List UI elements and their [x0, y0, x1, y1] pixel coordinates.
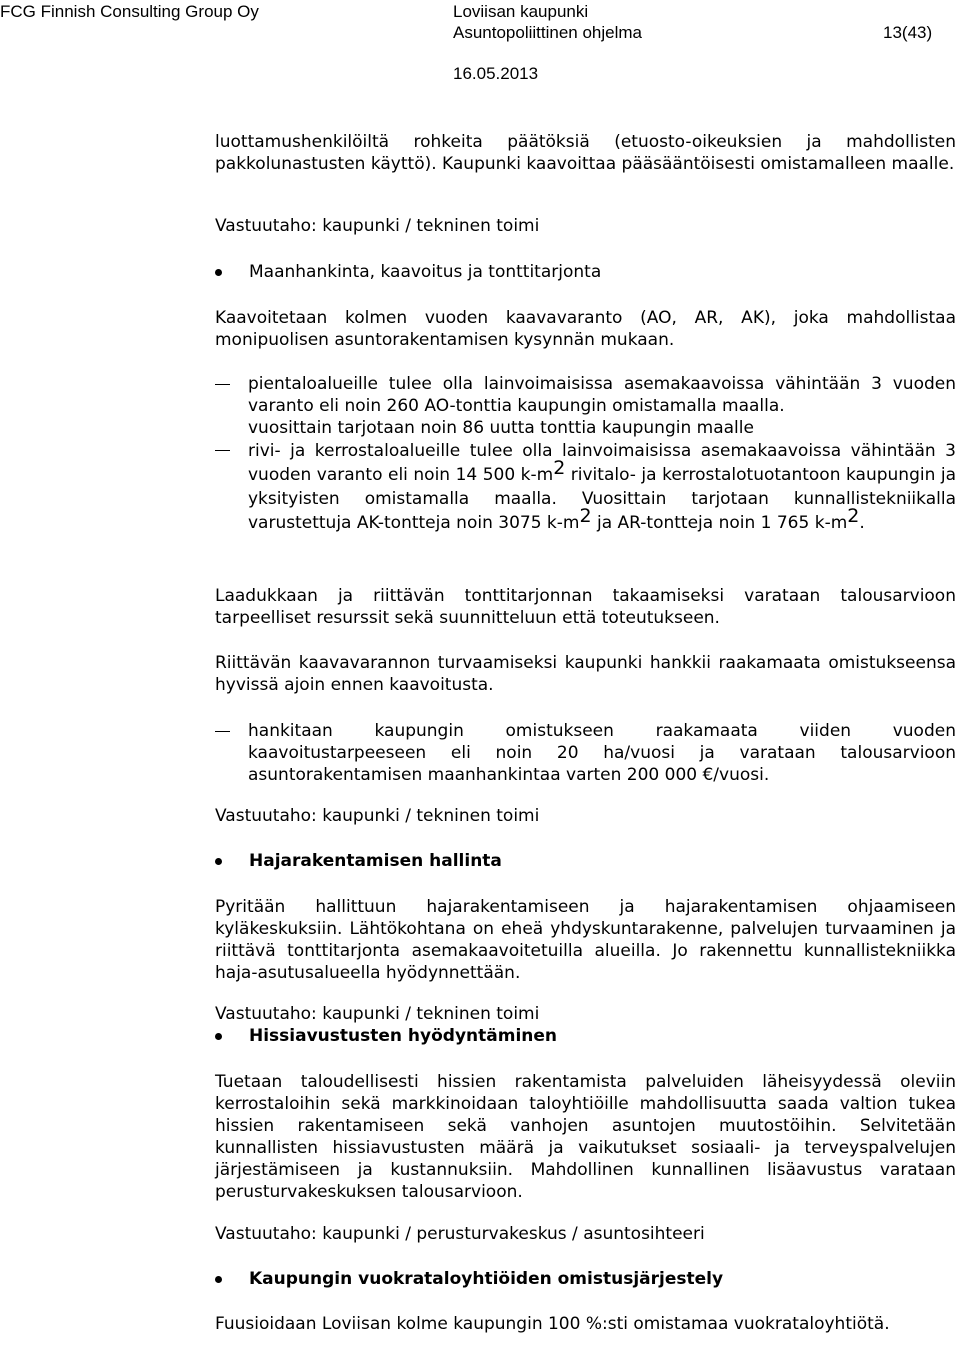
zoning-paragraph: Kaavoitetaan kolmen vuoden kaavavaranto (AO, AR, AK), joka mahdollistaa monipuolisen asuntorakentamisen kysynnän mukaan. [215, 308, 956, 350]
elevator-paragraph-block [215, 1071, 956, 1203]
bullet-heading: Kaupungin vuokrataloyhtiöiden omistusjärjestely [249, 1269, 724, 1289]
dash-item-raw-land [215, 720, 956, 786]
elevator-paragraph: Tuetaan taloudellisesti hissien rakentamista palveluiden läheisyydessä oleviin kerrostaloihin sekä markkinoidaan taloyhtiöille mahdollisuutta saada valtion tukea hissien rakentamiseen sekä vanhojen asuntojen muutostöihin. Selvitetään kunnallisten hissiavustusten määrä ja vaikutukset sosiaali- ja terveyspalvelujen järjestämiseen ja kustannuksiin. Mahdollinen kunnallinen lisäavustus varataan perusturvakeskuksen talousarvioon. [215, 1072, 956, 1202]
responsibility-text: Vastuutaho: kaupunki / tekninen toimi [215, 806, 540, 826]
zoning-paragraph-block [215, 307, 956, 351]
bullet-heading: Hajarakentamisen hallinta [249, 851, 502, 871]
dash-item-text: pientaloalueille tulee olla lainvoimaisissa asemakaavoissa vähintään 3 vuoden varanto eli noin 260 AO-tonttia kaupungin omistamalla maalla. [248, 374, 956, 416]
scattered-paragraph-block [215, 896, 956, 984]
bullet-icon [215, 1276, 222, 1283]
dash-item-subtext: vuosittain tarjotaan noin 86 uutta tonttia kaupungin maalle [248, 418, 754, 438]
bullet-icon [215, 1033, 222, 1040]
responsibility-3 [215, 1003, 956, 1025]
responsibility-text: Vastuutaho: kaupunki / perusturvakeskus / asuntosihteeri [215, 1224, 705, 1244]
responsibility-text: Vastuutaho: kaupunki / tekninen toimi [215, 1004, 540, 1024]
resources-paragraph: Laadukkaan ja riittävän tonttitarjonnan takaamiseksi varataan talousarvioon tarpeelliset resurssit sekä suunnitteluun että toteutukseen. [215, 586, 956, 628]
merger-paragraph: Fuusioidaan Loviisan kolme kaupungin 100 %:sti omistamaa vuokrataloyhtiötä. [215, 1314, 890, 1334]
intro-paragraph: luottamushenkilöiltä rohkeita päätöksiä (etuosto-oikeuksien ja mahdollisten pakkolunastusten käyttö). Kaupunki kaavoittaa pääsääntöisesti omistamalleen maalle. [215, 132, 956, 174]
raw-land-paragraph: Riittävän kaavavarannon turvaamiseksi kaupunki hankkii raakamaata omistukseensa hyvissä ajoin ennen kaavoitusta. [215, 653, 956, 695]
dash-icon [215, 731, 230, 732]
bullet-icon [215, 269, 222, 276]
dash-item-text: rivi- ja kerrostaloalueille tulee olla lainvoimaisissa asemakaavoissa vähintään 3 vuoden varanto eli noin 14 500 $k-m^2$ rivitalo- ja kerrostalotuotantoon kaupungin ja yksityisten omistamalla maalla. Vuosittain tarjotaan kunnallistekniikalla varustettuja AK-tontteja noin 3075 $k-m^2$ ja AR-tontteja noin 1 765 $k-m^2$. [248, 441, 956, 533]
responsibility-text: Vastuutaho: kaupunki / tekninen toimi [215, 216, 540, 236]
company-name: FCG Finnish Consulting Group Oy [0, 2, 259, 21]
dash-item-row-houses [215, 439, 956, 535]
resources-paragraph-block [215, 585, 956, 629]
page-number: 13(43) [883, 23, 933, 42]
responsibility-1 [215, 215, 956, 237]
responsibility-4 [215, 1223, 956, 1245]
responsibility-2 [215, 805, 956, 827]
dash-item-small-houses [215, 373, 956, 439]
dash-icon [215, 450, 230, 451]
bullet-heading: Hissiavustusten hyödyntäminen [249, 1026, 558, 1046]
merger-paragraph-block [215, 1313, 956, 1335]
bullet-icon [215, 858, 222, 865]
program-name: Asuntopoliittinen ohjelma [453, 23, 643, 42]
document-date: 16.05.2013 [453, 64, 539, 83]
dash-icon [215, 384, 230, 385]
scattered-paragraph: Pyritään hallittuun hajarakentamiseen ja hajarakentamisen ohjaamiseen kyläkeskuksiin. Lähtökohtana on eheä yhdyskuntarakenne, palvelujen turvaaminen ja riittävä tonttitarjonta asemakaavoitetuilla alueilla. Jo rakennettu kunnallistekniikka haja-asutusalueella hyödynnettään. [215, 897, 956, 983]
raw-land-paragraph-block [215, 652, 956, 696]
dash-item-text: hankitaan kaupungin omistukseen raakamaata viiden vuoden kaavoitustarpeeseen eli noin 20 ha/vuosi ja varataan talousarvioon asuntorakentamisen maanhankintaa varten 200 000 €/vuosi. [248, 721, 956, 785]
intro-block [215, 131, 956, 175]
bullet-heading: Maanhankinta, kaavoitus ja tonttitarjonta [249, 262, 602, 282]
city-name: Loviisan kaupunki [453, 2, 589, 21]
